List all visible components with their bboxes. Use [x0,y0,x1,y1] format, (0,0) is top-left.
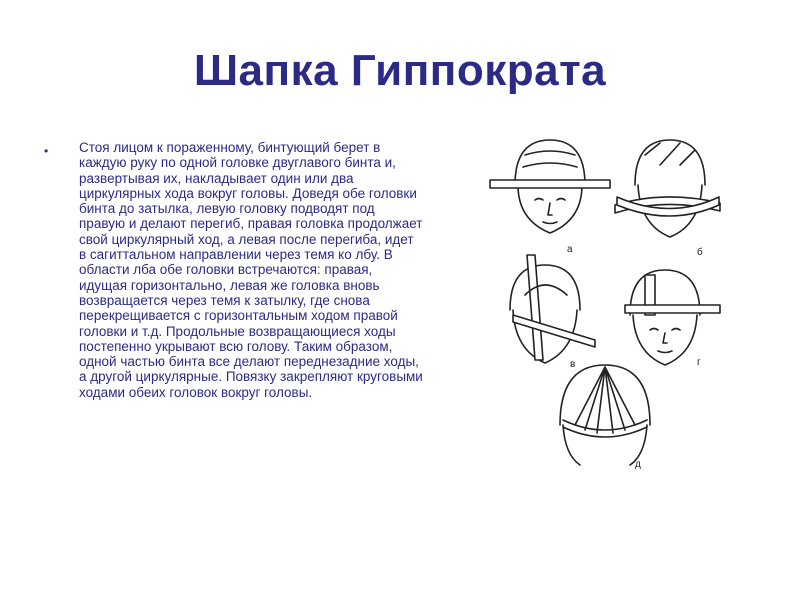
bandage-illustration [485,125,730,475]
figure-label-e: д [635,459,641,470]
figure-label-c: в [570,359,576,370]
figure-label-b: б [697,247,703,258]
head-front-a [490,140,610,255]
figure-label-d: г [697,357,701,368]
head-back-b [615,140,720,258]
head-front-d [625,270,720,368]
bullet-marker: • [44,144,49,158]
figure-label-a: а [567,244,573,255]
slide-body-text: Стоя лицом к пораженному, бинтующий берет в каждую руку по одной головке двуглавого бинта и, развертывая их, накладывает один или два циркулярных хода вокруг головы. Доведя обе головки бинта до затылка, левую головку подводят под правую и делают перегиб, правая головка продолжает свой циркулярный ход, а левая после перегиба, идет в сагиттальном направлении через темя ко лбу. В области лба обе головки встречаются: правая, идущая горизонтально, левая же головка вновь возвращается через темя к затылку, где снова перекрещивается с горизонтальным ходом правой головки и т.д. Продольные возвращающиеся ходы постепенно укрывают всю голову. Таким образом, одной частью бинта все делают переднезадние ходы, а другой циркулярные. Повязку закрепляют круговыми ходами обеих головок вокруг головы. [79,140,423,400]
head-back-c [510,255,595,370]
head-back-e [560,365,650,470]
slide-title: Шапка Гиппократа [193,46,607,95]
